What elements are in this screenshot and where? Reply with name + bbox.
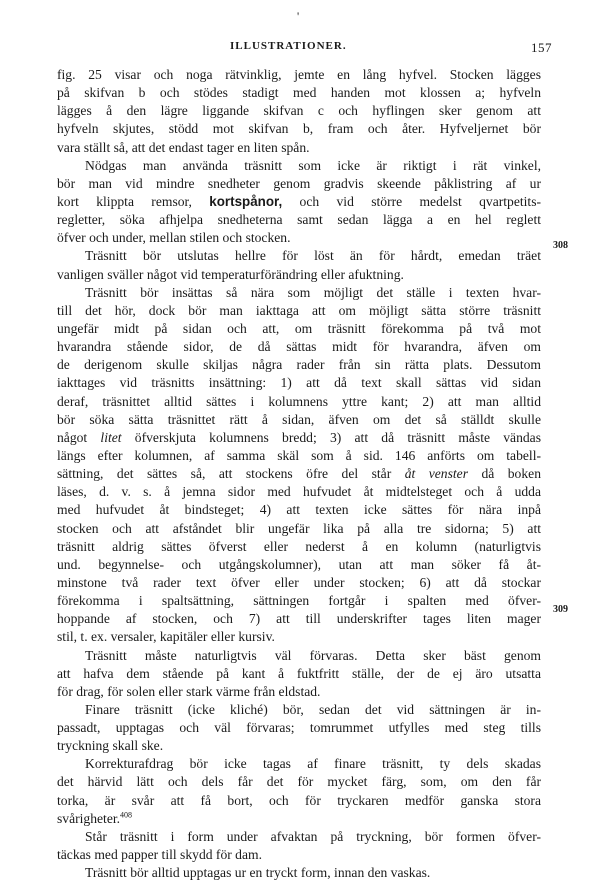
text-line: ungefär midt på sidan och att, om träsnitt förekomma på två mot <box>57 320 541 336</box>
text-line <box>57 193 541 211</box>
text-fragment: och vid större medelst qvartpetits- <box>299 193 542 209</box>
text-fragment: sättning, det sättes så, att stockens öfre del står <box>57 466 392 482</box>
text-line: läses, d. v. s. å jemna sidor med hufvudet åt midtelsteget och å udda <box>57 484 541 500</box>
text-fragment: svårigheter. <box>57 810 121 826</box>
top-mark: ' <box>297 9 300 23</box>
text-line: tryckning skall ske. <box>57 738 164 754</box>
text-line: vanligen sväller något vid temperaturförändring eller afuktning. <box>57 266 404 282</box>
text-line: längs efter kolumnen, af samma skäl som å sid. 146 anförts om tabell- <box>57 447 541 463</box>
text-line: öfver och under, mellan stilen och stocken. <box>57 230 291 246</box>
text-line: Nödgas man använda träsnitt som icke är riktigt i rät vinkel, <box>85 157 541 173</box>
text-line: Träsnitt måste naturligtvis väl förvaras. Detta sker bäst genom <box>85 647 541 663</box>
italic-word: litet <box>100 429 122 445</box>
text-line: lägges å den lägre liggande skifvan c och hyflingen sker genom att <box>57 103 541 119</box>
text-line: bör man vid mindre snedheter genom gradvis skeende påklistring af ur <box>57 175 541 191</box>
text-line: deraf, träsnittet alltid sättes i kolumnens yttre kant; 2) att man alltid <box>57 393 541 409</box>
text-fragment: något <box>57 429 88 445</box>
text-line: med hufvudet åt bindsteget; 4) att texten icke sättes för nära inpå <box>57 502 541 518</box>
margin-note: 308 <box>553 240 568 251</box>
text-line: hoppande af stocken, och 7) att till underskrifter tages liten mager <box>57 611 541 627</box>
text-fragment: öfverskjuta kolumnens bredd; 3) att då träsnitt måste vändas <box>134 429 541 445</box>
text-line <box>57 465 541 483</box>
text-line: täckas med papper till skydd för dam. <box>57 847 262 863</box>
text-line: på skifvan b och stödes stadigt med handen mot klossen a; hyfveln <box>57 85 541 101</box>
text-line: stocken och att afståndet blir ungefär lika på alla tre sidorna; 5) att <box>57 520 541 536</box>
text-line <box>57 810 541 828</box>
text-line: vara ställt så, att det endast tager en liten spån. <box>57 139 310 155</box>
text-line: torka, är svår att få bort, och för tryckaren medför ganska stora <box>57 792 541 808</box>
text-line: fig. 25 visar och noga rätvinklig, jemte en lång hyfvel. Stocken lägges <box>57 67 541 82</box>
text-line: att hafva dem stående på kant å fuktfritt ställe, der de ej äro utsatta <box>57 665 541 681</box>
text-line: und. begynnelse- och utgångskolumner), utan att man söker få åt- <box>57 556 541 572</box>
page-number: 157 <box>531 40 552 55</box>
page-header <box>56 40 552 56</box>
text-fragment: kort klippta remsor, <box>57 193 192 209</box>
text-line: Korrekturafdrag bör icke tagas af finare träsnitt, ty dels skadas <box>85 756 541 772</box>
text-line: till det hör, dock bör man iakttaga att om möjligt sätta större träsnitt <box>57 302 541 318</box>
text-line: Träsnitt bör utslutas hellre för löst än för hårdt, emedan träet <box>85 248 541 264</box>
text-line: hyfveln skjutes, stödd mot skifvan b, fram och åter. Hyfveljernet bör <box>57 121 541 137</box>
text-line: för drag, för solen eller stark värme från eldstad. <box>57 683 321 699</box>
text-line: Träsnitt bör insättas så nära som möjligt det ställe i texten hvar- <box>85 284 541 300</box>
text-line: iakttages vid träsnitts insättning: 1) att då text skall sättas vid sidan <box>57 375 541 391</box>
text-line: bör söka sätta träsnittet rätt å sidan, äfven om det så ställdt skulle <box>57 411 541 427</box>
text-line: de derigenom skulle skiljas några rader från sin rätta plats. Dessutom <box>57 357 541 373</box>
text-line: Finare träsnitt (icke kliché) bör, sedan det vid sättningen är in- <box>85 701 541 717</box>
body-text <box>57 66 541 882</box>
text-line: förekomma i spaltsättning, sättningen fortgår i spalten med öfver- <box>57 593 541 609</box>
footnote-marker: 408 <box>120 810 133 820</box>
text-line: hvarandra stående sidor, de då sättas midt för hvarandra, äfven om <box>57 339 541 355</box>
running-title: ILLUSTRATIONER. <box>230 40 347 52</box>
italic-phrase: åt venster <box>404 466 468 482</box>
text-line: stil, t. ex. versaler, kapitäler eller kursiv. <box>57 629 275 645</box>
text-line <box>57 429 541 447</box>
text-line: Står träsnitt i form under afvaktan på tryckning, bör formen öfver- <box>85 828 541 844</box>
text-line: träsnitt aldrig sättes öfverst eller nederst å en kolumn (naturligtvis <box>57 538 541 554</box>
text-line: det härvid lätt och dels får det för mycket färg, som, om den får <box>57 774 541 790</box>
text-line: Träsnitt bör alltid upptagas ur en tryckt form, innan den vaskas. <box>85 865 431 881</box>
keyword-bold: kortspånor, <box>209 193 283 209</box>
text-fragment: då boken <box>481 466 541 482</box>
text-line: passadt, upptagas och väl förvaras; tomrummet utfylles med steg tills <box>57 720 541 736</box>
text-line: regletter, söka afhjelpa snedheterna samt sedan lägga a en hel reglett <box>57 212 541 228</box>
text-line: minstone två rader text öfver eller under stocken; 6) att då stockar <box>57 574 541 590</box>
margin-note: 309 <box>553 604 568 615</box>
